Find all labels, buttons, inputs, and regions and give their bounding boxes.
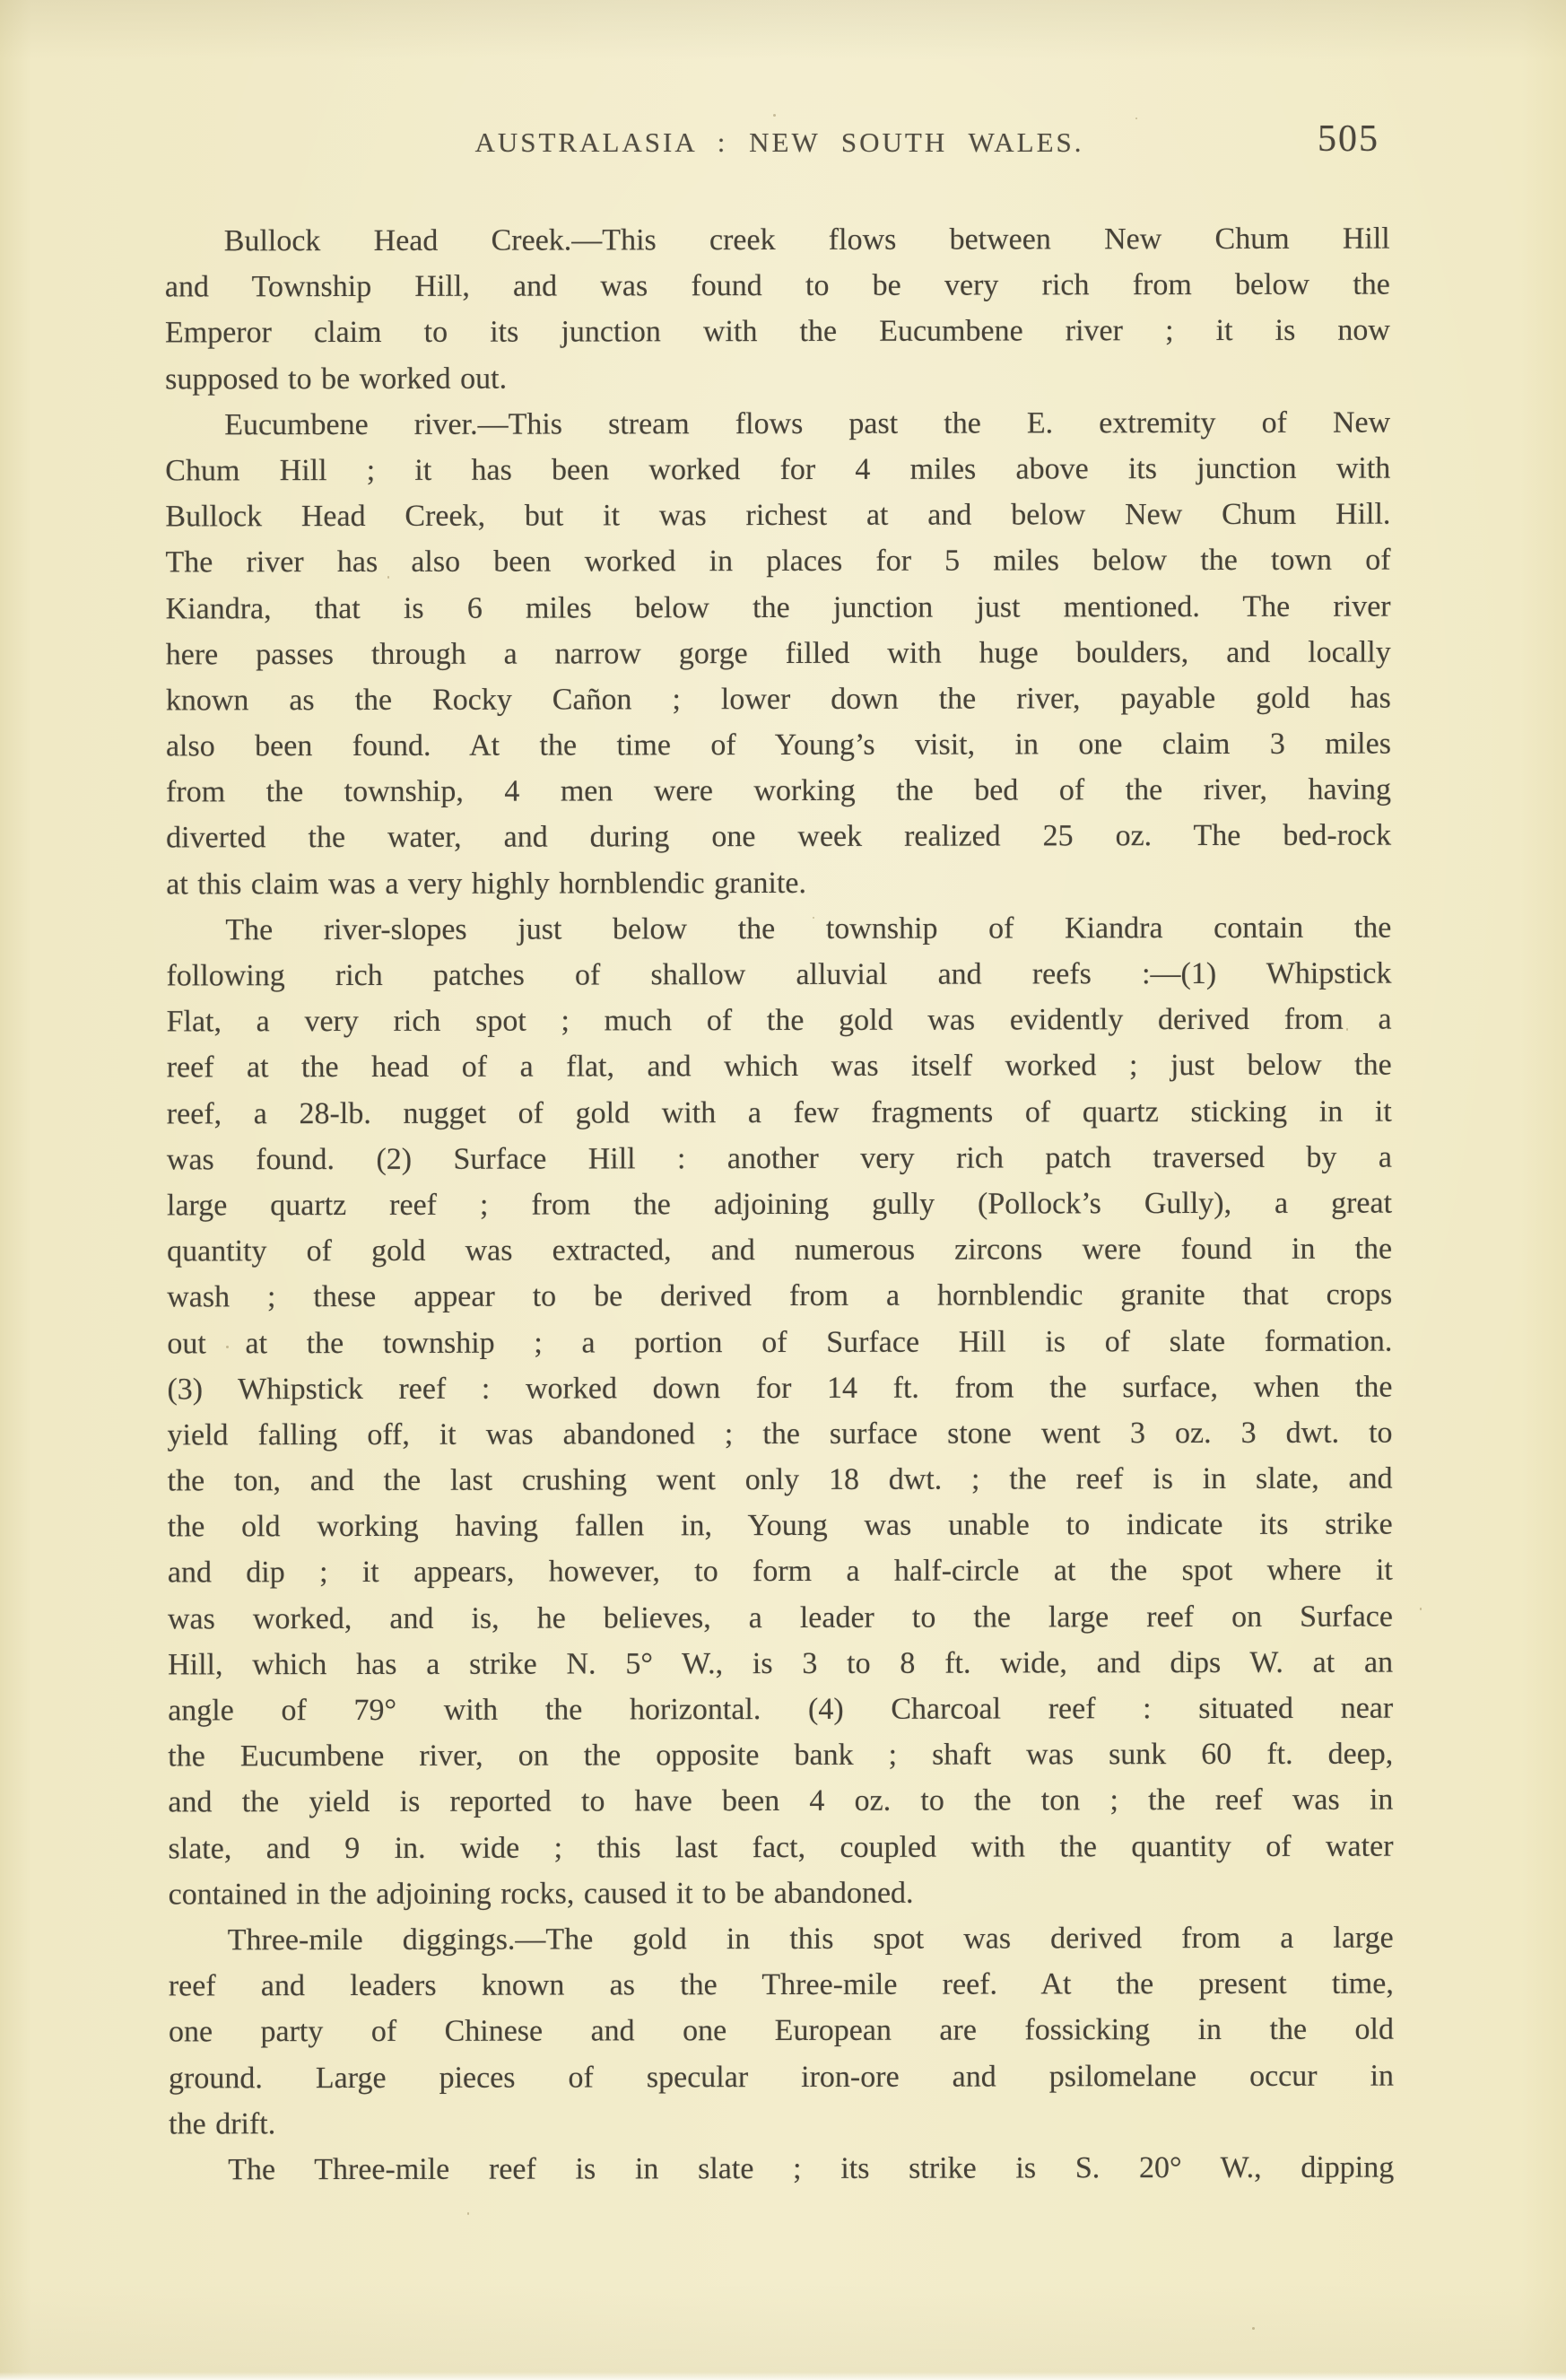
text-line: diverted the water, and during one week realized 25 oz. The bed-rock <box>166 819 1392 855</box>
page-body <box>165 216 1395 2193</box>
paper-speck <box>1135 118 1137 119</box>
text-line: and Township Hill, and was found to be very rich from below the <box>164 267 1390 304</box>
text-line: reef and leaders known as the Three-mile reef. At the present time, <box>168 1966 1394 2003</box>
text-line: and dip ; it appears, however, to form a half-circle at the spot where it <box>167 1554 1393 1590</box>
text-line: wash ; these appear to be derived from a hornblendic granite that crops <box>167 1277 1393 1314</box>
text-line: and the yield is reported to have been 4 oz. to the ton ; the reef was in <box>168 1783 1394 1819</box>
text-line: from the township, 4 men were working the bed of the river, having <box>165 772 1392 809</box>
text-line: out at the township ; a portion of Surface Hill is of slate formation. <box>167 1324 1393 1360</box>
paper-speck <box>387 576 389 579</box>
text-line: Bullock Head Creek.—This creek flows between New Chum Hill <box>223 222 1390 258</box>
paper-speck <box>1346 1028 1348 1031</box>
text-line: Three-mile diggings.—The gold in this spot was derived from a large <box>227 1921 1394 1957</box>
text-line: yield falling off, it was abandoned ; the surface stone went 3 oz. 3 dwt. to <box>167 1416 1393 1452</box>
text-line: following rich patches of shallow alluvial and reefs :—(1) Whipstick <box>166 956 1392 993</box>
text-line: (3) Whipstick reef : worked down for 14 ft. from the surface, when the <box>167 1370 1393 1407</box>
text-line: was worked, and is, he believes, a leader to the large reef on Surface <box>167 1600 1394 1636</box>
text-line: the ton, and the last crushing went only 18 dwt. ; the reef is in slate, and <box>167 1461 1393 1498</box>
text-line: Bullock Head Creek, but it was richest at and below New Chum Hill. <box>165 497 1391 534</box>
paper-speck <box>467 2212 469 2215</box>
paper-speck <box>1252 2327 1255 2330</box>
text-line: reef, a 28-lb. nugget of gold with a few fragments of quartz sticking in it <box>166 1094 1392 1130</box>
text-line: Emperor claim to its junction with the Eucumbene river ; it is now <box>164 313 1391 350</box>
text-line: the old working having fallen in, Young was unable to indicate its strike <box>167 1507 1393 1544</box>
text-line: The Three-mile reef is in slate ; its strike is S. 20° W., dipping <box>228 2150 1395 2187</box>
text-line: angle of 79° with the horizontal. (4) Charcoal reef : situated near <box>168 1691 1394 1728</box>
text-line: Kiandra, that is 6 miles below the junction just mentioned. The river <box>165 589 1391 625</box>
text-line: large quartz reef ; from the adjoining gully (Pollock’s Gully), a great <box>166 1186 1393 1223</box>
text-line: Chum Hill ; it has been worked for 4 miles above its junction with <box>165 451 1391 488</box>
text-line: supposed to be worked out. <box>165 362 508 396</box>
paper-speck <box>1343 652 1345 656</box>
text-line: slate, and 9 in. wide ; this last fact, coupled with the quantity of water <box>168 1829 1394 1865</box>
text-line: the drift. <box>169 2106 276 2141</box>
text-line: quantity of gold was extracted, and numerous zircons were found in the <box>167 1232 1393 1268</box>
page-header <box>167 118 1392 180</box>
paper-speck <box>813 917 814 919</box>
page-number: 505 <box>1318 118 1379 160</box>
paper-speck <box>1420 1608 1422 1610</box>
paper-speck <box>773 114 776 117</box>
text-line: was found. (2) Surface Hill : another very rich patch traversed by a <box>166 1140 1392 1177</box>
text-line: known as the Rocky Cañon ; lower down the river, payable gold has <box>165 681 1391 718</box>
text-line: reef at the head of a flat, and which was itself worked ; just below the <box>166 1048 1392 1085</box>
text-line: Hill, which has a strike N. 5° W., is 3 to 8 ft. wide, and dips W. at an <box>168 1645 1394 1682</box>
text-line: at this claim was a very highly hornblendic granite. <box>166 866 807 902</box>
text-line: the Eucumbene river, on the opposite bank ; shaft was sunk 60 ft. deep, <box>168 1737 1394 1774</box>
text-line: Eucumbene river.—This stream flows past the E. extremity of New <box>224 405 1391 442</box>
text-line: Flat, a very rich spot ; much of the gold was evidently derived from a <box>166 1002 1392 1039</box>
text-line: The river-slopes just below the township of Kiandra contain the <box>225 911 1392 947</box>
text-line: here passes through a narrow gorge filled with huge boulders, and locally <box>165 635 1391 672</box>
running-title: AUSTRALASIA : NEW SOUTH WALES. <box>474 126 1084 158</box>
paper-speck <box>226 1346 229 1348</box>
text-line: one party of Chinese and one European are fossicking in the old <box>168 2012 1394 2049</box>
text-line: ground. Large pieces of specular iron-ore and psilomelane occur in <box>168 2059 1395 2095</box>
scan-bottom-edge <box>0 2372 1566 2380</box>
text-line: contained in the adjoining rocks, caused it to be abandoned. <box>168 1876 914 1912</box>
text-line: also been found. At the time of Young’s visit, in one claim 3 miles <box>165 727 1391 763</box>
text-line: The river has also been worked in places for 5 miles below the town of <box>165 543 1391 580</box>
